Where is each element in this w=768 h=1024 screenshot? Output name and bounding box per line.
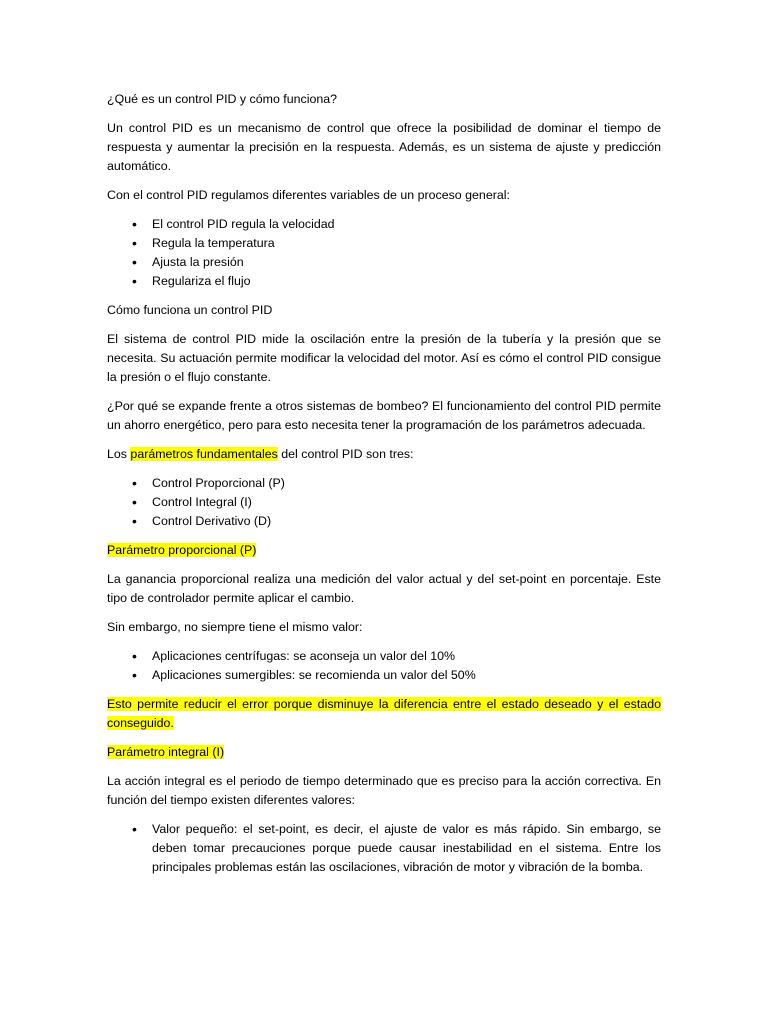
list-item: • Regulariza el flujo — [152, 272, 661, 291]
integral-heading — [107, 743, 661, 762]
variables-list — [107, 215, 661, 291]
list-item: • Ajusta la presión — [152, 253, 661, 272]
integral-values-list — [107, 820, 661, 877]
integral-paragraph: La acción integral es el periodo de tiempo determinado que es preciso para la acción correctiva. En función del tiempo existen diferentes valores: — [107, 774, 661, 807]
how-paragraph: El sistema de control PID mide la oscilación entre la presión de la tubería y la presión que se necesita. Su actuación permite modificar la velocidad del motor. Así es cómo el control PID consigue la presión o el flujo constante. — [107, 332, 661, 384]
params-list — [107, 474, 661, 531]
proportional-highlight-text: Esto permite reducir el error porque disminuye la diferencia entre el estado deseado y el estado conseguido. — [107, 697, 661, 730]
list-item: • Control Integral (I) — [152, 493, 661, 512]
list-item: • El control PID regula la velocidad — [152, 215, 661, 234]
proportional-heading-text: Parámetro proporcional (P) — [107, 543, 257, 557]
document-title: ¿Qué es un control PID y cómo funciona? — [107, 92, 338, 106]
list-item: • Regula la temperatura — [152, 234, 661, 253]
params-intro-post: del control PID son tres: — [277, 447, 414, 461]
proportional-paragraph: La ganancia proporcional realiza una medición del valor actual y del set-point en porcentaje. Este tipo de controlador permite aplicar el cambio. — [107, 572, 661, 605]
proportional-values-intro: Sin embargo, no siempre tiene el mismo valor: — [107, 620, 363, 634]
params-highlight: parámetros fundamentales — [130, 447, 278, 461]
list-item: • Control Derivativo (D) — [152, 512, 661, 531]
list-item: • Control Proporcional (P) — [152, 474, 661, 493]
params-intro-pre: Los — [107, 447, 131, 461]
list-item: • Aplicaciones sumergibles: se recomienda un valor del 50% — [152, 666, 661, 685]
intro-paragraph: Un control PID es un mecanismo de control que ofrece la posibilidad de dominar el tiempo de respuesta y aumentar la precisión en la respuesta. Además, es un sistema de ajuste y predicción automático. — [107, 121, 661, 173]
integral-heading-text: Parámetro integral (I) — [107, 745, 225, 759]
variables-intro: Con el control PID regulamos diferentes variables de un proceso general: — [107, 188, 510, 202]
how-heading: Cómo funciona un control PID — [107, 303, 273, 317]
why-paragraph: ¿Por qué se expande frente a otros sistemas de bombeo? El funcionamiento del control PID permite un ahorro energético, pero para esto necesita tener la programación de los parámetros adecuada. — [107, 399, 661, 432]
proportional-values-list — [107, 647, 661, 685]
proportional-heading — [107, 541, 661, 560]
params-intro — [107, 445, 661, 464]
list-item: • Aplicaciones centrífugas: se aconseja un valor del 10% — [152, 647, 661, 666]
proportional-highlight-paragraph — [107, 695, 661, 733]
list-item: • Valor pequeño: el set-point, es decir, el ajuste de valor es más rápido. Sin embargo, se deben tomar precauciones porque puede causar inestabilidad en el sistema. Entre los principales problemas están las oscilaciones, vibración de motor y vibración de la bomba. — [152, 820, 661, 877]
